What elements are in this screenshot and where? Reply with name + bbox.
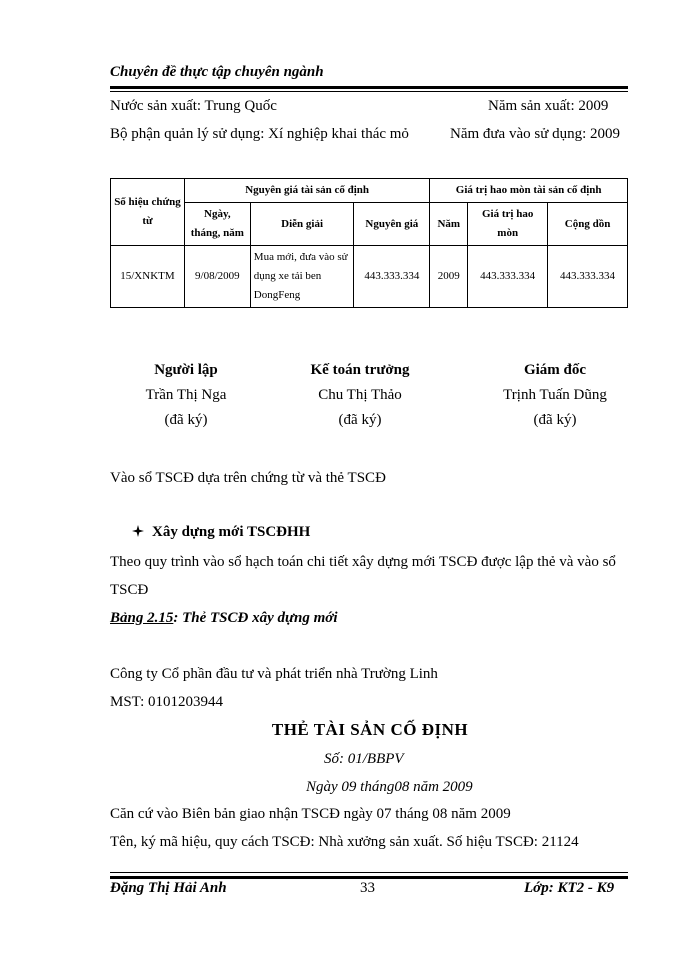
paragraph-ledger: Vào sổ TSCĐ dựa trên chứng từ và thẻ TSCĐ: [110, 470, 386, 486]
origin-text: Nước sản xuất: Trung Quốc: [110, 98, 277, 114]
card-title: THẺ TÀI SẢN CỐ ĐỊNH: [271, 720, 469, 739]
header-rule-thin: [110, 91, 628, 92]
footer-author: Đặng Thị Hải Anh: [110, 880, 227, 896]
table-caption-text: : Thẻ TSCĐ xây dựng mới: [173, 610, 338, 626]
col-cum-header: Cộng dồn: [548, 203, 628, 246]
cell-doc: 15/XNKTM: [111, 246, 185, 308]
dept-text: Bộ phận quản lý sử dụng: Xí nghiệp khai thác mỏ: [110, 126, 409, 142]
signature-note: (đã ký): [164, 412, 208, 428]
section-bullet: [132, 524, 310, 541]
signature-name: Trịnh Tuấn Dũng: [503, 387, 607, 403]
header-rule: [110, 86, 628, 89]
col-year-header: Năm: [430, 203, 468, 246]
group-depr-header: Giá trị hao mòn tài sản cố định: [430, 179, 628, 203]
col-depr-header: Giá trị hao mòn: [468, 203, 548, 246]
company-name: Công ty Cổ phần đầu tư và phát triển nhà Trường Linh: [110, 666, 438, 682]
page-number: 33: [360, 880, 375, 896]
signature-name: Chu Thị Thảo: [318, 387, 402, 403]
year-used-text: Năm đưa vào sử dụng: 2009: [450, 126, 620, 142]
cell-desc: Mua mới, đưa vào sử dụng xe tải ben DongFeng: [250, 246, 354, 308]
footer-rule: [110, 876, 628, 879]
group-original-header: Nguyên giá tài sản cố định: [184, 179, 429, 203]
col-cost-header: Nguyên giá: [354, 203, 430, 246]
signature-role: Kế toán trưởng: [310, 362, 410, 378]
table-caption: [110, 610, 337, 627]
card-spec: Tên, ký mã hiệu, quy cách TSCĐ: Nhà xưởng sản xuất. Số hiệu TSCĐ: 21124: [110, 834, 579, 850]
cell-depr: 443.333.334: [468, 246, 548, 308]
paragraph-process-1: Theo quy trình vào sổ hạch toán chi tiết xây dựng mới TSCĐ được lập thẻ và vào sổ: [110, 554, 616, 570]
signature-note: (đã ký): [338, 412, 382, 428]
card-basis: Căn cứ vào Biên bản giao nhận TSCĐ ngày 07 tháng 08 năm 2009: [110, 806, 511, 822]
col-desc-header: Diễn giải: [250, 203, 354, 246]
cell-year: 2009: [430, 246, 468, 308]
signature-note: (đã ký): [533, 412, 577, 428]
col-date-header: Ngày, tháng, năm: [184, 203, 250, 246]
signature-role: Người lập: [154, 362, 218, 378]
col-doc-header: Số hiệu chứng từ: [111, 179, 185, 246]
card-number: Số: 01/BBPV: [324, 751, 404, 767]
signature-chief-accountant: [280, 362, 440, 429]
year-made-text: Năm sản xuất: 2009: [488, 98, 609, 114]
footer-class: Lớp: KT2 - K9: [524, 880, 615, 896]
signature-director: [480, 362, 630, 429]
table-header-row: [111, 179, 628, 203]
signature-preparer: [116, 362, 256, 429]
signature-role: Giám đốc: [523, 362, 587, 378]
cell-date: 9/08/2009: [184, 246, 250, 308]
table-subheader-row: [111, 203, 628, 246]
table-row: [111, 246, 628, 308]
paragraph-process-2: TSCĐ: [110, 582, 149, 598]
tax-code: MST: 0101203944: [110, 694, 224, 710]
table-caption-label: Bảng 2.15: [110, 610, 174, 626]
cell-cum: 443.333.334: [548, 246, 628, 308]
card-date: Ngày 09 tháng08 năm 2009: [306, 779, 473, 795]
signature-name: Trần Thị Nga: [145, 387, 227, 403]
cell-cost: 443.333.334: [354, 246, 430, 308]
footer-rule-thin: [110, 872, 628, 873]
asset-ledger-table: [110, 178, 628, 308]
running-header: Chuyên đề thực tập chuyên ngành: [110, 64, 324, 80]
section-bullet-text: Xây dựng mới TSCĐHH: [152, 524, 311, 540]
diamond-bullet-icon: [132, 525, 144, 537]
